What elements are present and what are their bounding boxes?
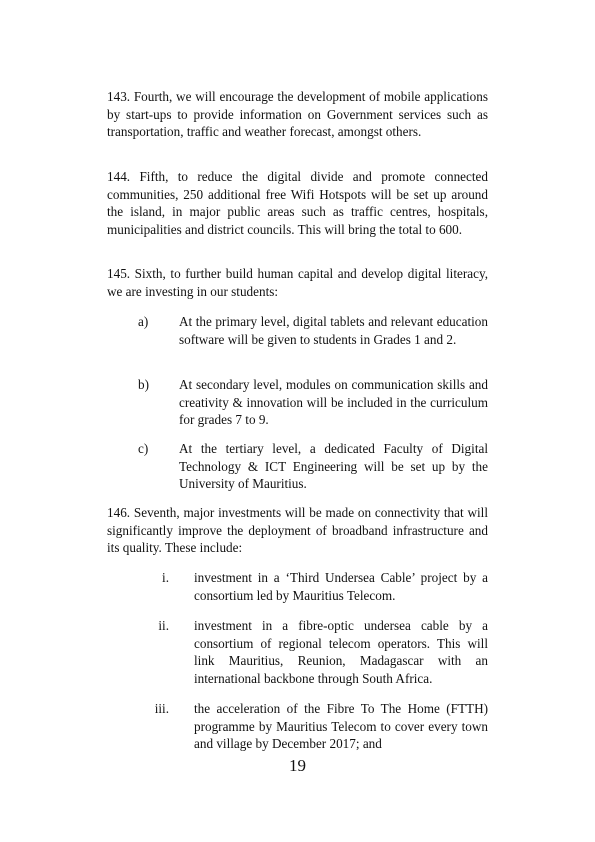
list-item-label: ii. xyxy=(158,618,169,633)
page-number: 19 xyxy=(289,756,306,775)
list-item-label: iii. xyxy=(154,701,169,716)
paragraph-146: 146. Seventh, major investments will be made on connectivity that will significantly improve the deployment of broadband infrastructure and its quality. These include: xyxy=(107,505,488,556)
paragraph-145: 145. Sixth, to further build human capital and develop digital literacy, we are investing in our students: xyxy=(107,266,488,299)
list-item-text: At the tertiary level, a dedicated Faculty of Digital Technology & ICT Engineering will be set up by the University of Mauritius. xyxy=(179,441,488,492)
list-item-label: c) xyxy=(138,441,149,456)
list-item-text: investment in a ‘Third Undersea Cable’ project by a consortium led by Mauritius Telecom. xyxy=(194,570,488,603)
list-item-text: investment in a fibre-optic undersea cable by a consortium of regional telecom operators. This will link Mauritius, Reunion, Madagascar with an international backbone through South Africa. xyxy=(194,618,488,686)
list-item-text: At the primary level, digital tablets and relevant education software will be given to students in Grades 1 and 2. xyxy=(179,314,488,347)
paragraph-143: 143. Fourth, we will encourage the development of mobile applications by start-ups to provide information on Government services such as transportation, traffic and weather forecast, amongst others. xyxy=(107,89,488,140)
list-item-label: i. xyxy=(162,570,169,585)
paragraph-144: 144. Fifth, to reduce the digital divide and promote connected communities, 250 additional free Wifi Hotspots will be set up around the island, in major public areas such as traffic centres, hospitals, municipalities and district councils. This will bring the total to 600. xyxy=(107,169,488,237)
list-item-text: At secondary level, modules on communication skills and creativity & innovation will be included in the curriculum for grades 7 to 9. xyxy=(179,377,488,428)
list-item-label: b) xyxy=(138,377,149,392)
list-item-label: a) xyxy=(138,314,149,329)
list-item-text: the acceleration of the Fibre To The Home (FTTH) programme by Mauritius Telecom to cover every town and village by December 2017; and xyxy=(194,701,488,752)
